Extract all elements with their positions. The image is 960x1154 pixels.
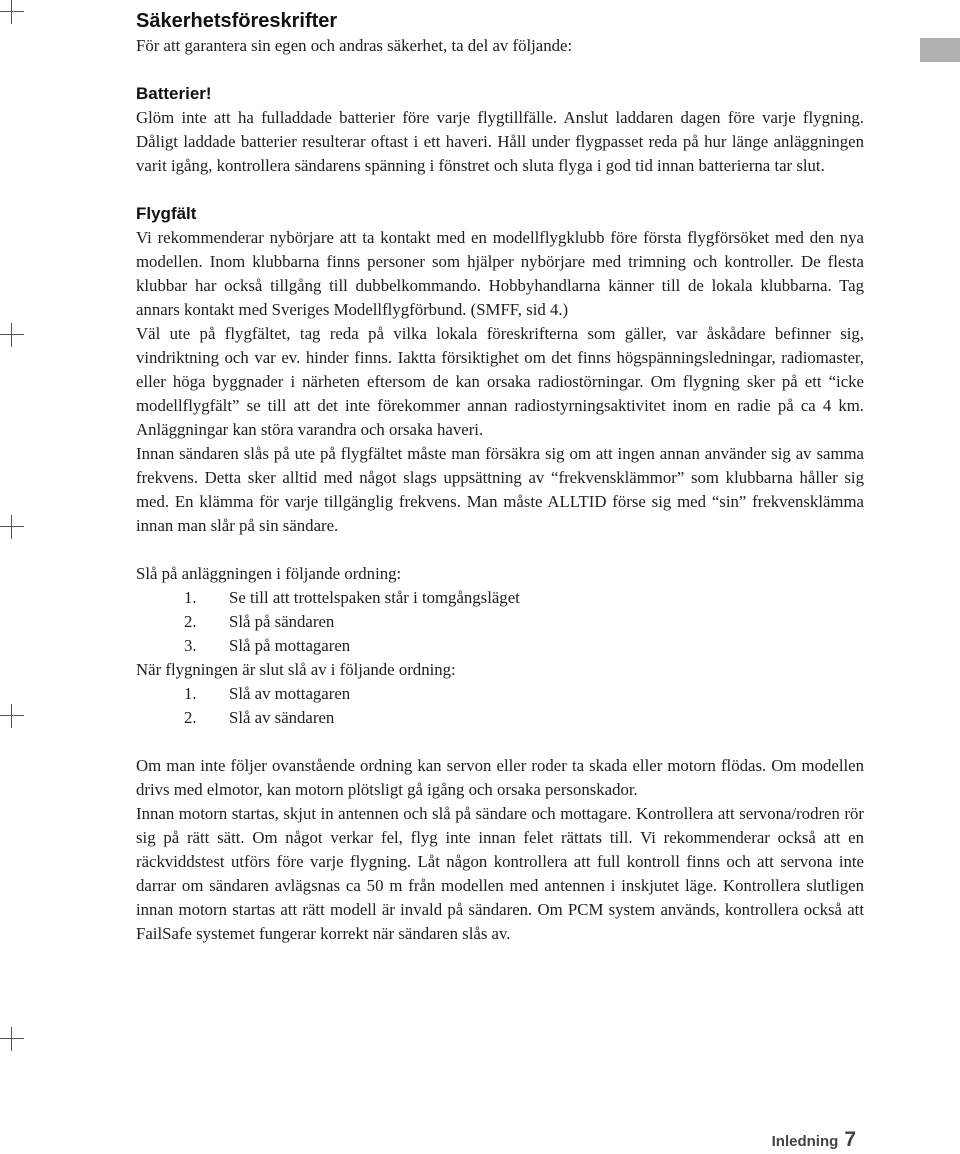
page-number: 7 <box>844 1128 856 1151</box>
list-item: 2. Slå på sändaren <box>184 612 335 631</box>
crop-mark <box>0 704 24 728</box>
closing-paragraph-2: Innan motorn startas, skjut in antennen och slå på sändare och mottagare. Kontrollera att servona/rodren rör sig på rätt sätt. Om något verkar fel, flyg inte innan felet rättats till. Vi rekommenderar också att en räckviddstest utförs före varje flygning. Låt någon kontrollera att full kontroll finns och att servona inte darrar om sändaren avlägsnas ca 50 m från modellen med antennen i inskjutet läge. Kontrollera slutligen innan motorn startas att rätt modell är invald på sändaren. Om PCM system används, kontrollera också att FailSafe systemet fungerar korrekt när sändaren slås av. <box>136 804 864 943</box>
list-item: 1. Se till att trottelspaken står i tomgångsläget <box>184 588 520 607</box>
closing-section <box>136 754 864 946</box>
startup-list <box>136 586 864 658</box>
field-paragraph-1: Vi rekommenderar nybörjare att ta kontakt med en modellflygklubb före första flygförsöket med den nya modellen. Inom klubbarna finns personer som hjälper nybörjare med trimning och kontroller. De flesta klubbar har också tillgång till dubbelkommando. Hobbyhandlarna känner till de lokala klubbarna. Tag annars kontakt med Sveriges Modellflygförbund. (SMFF, sid 4.) <box>136 228 864 319</box>
batteries-heading: Batterier! <box>136 84 212 103</box>
startup-intro: Slå på anläggningen i följande ordning: <box>136 564 402 583</box>
batteries-text: Glöm inte att ha fulladdade batterier före varje flygtillfälle. Anslut laddaren dagen före varje flygning. Dåligt laddade batterier resulterar oftast i ett haveri. Håll under flygpasset reda på hur länge anläggningen varit igång, kontrollera sändarens spänning i fönstret och sluta flyga i god tid innan batterierna tar slut. <box>136 108 864 175</box>
page-content <box>136 8 864 946</box>
crop-mark <box>0 1027 24 1051</box>
closing-paragraph-1: Om man inte följer ovanstående ordning kan servon eller roder ta skada eller motorn flödas. Om modellen drivs med elmotor, kan motorn plötsligt gå igång och orsaka personskador. <box>136 756 864 799</box>
crop-mark <box>0 323 24 347</box>
page-footer <box>772 1128 856 1152</box>
list-item: 1. Slå av mottagaren <box>184 684 351 703</box>
list-item: 3. Slå på mottagaren <box>184 636 351 655</box>
page-title: Säkerhetsföreskrifter <box>136 10 338 32</box>
shutdown-intro: När flygningen är slut slå av i följande ordning: <box>136 660 456 679</box>
startup-section <box>136 562 864 730</box>
shutdown-list <box>136 682 864 730</box>
crop-mark <box>0 0 24 24</box>
field-section <box>136 202 864 538</box>
list-item: 2. Slå av sändaren <box>184 708 335 727</box>
footer-section-label: Inledning <box>771 1133 839 1150</box>
field-paragraph-3: Innan sändaren slås på ute på flygfältet måste man försäkra sig om att ingen annan använder sig av samma frekvens. Detta sker alltid med något slags uppsättning av “frekvensklämmor” som klubbarna håller sig med. En klämma för varje tillgänglig frekvens. Man måste ALLTID förse sig med “sin” frekvensklämma innan man slår på sin sändare. <box>136 444 864 535</box>
crop-mark <box>0 515 24 539</box>
section-tab-marker <box>920 38 960 62</box>
field-paragraph-2: Väl ute på flygfältet, tag reda på vilka lokala föreskrifterna som gäller, var åskådare befinner sig, vindriktning och var ev. hinder finns. Iaktta försiktighet om det finns högspänningsledningar, radiomaster, eller höga byggnader i närheten eftersom de kan orsaka radiostörningar. Om flygning sker på ett “icke modellflygfält” se till att det inte förekommer annan radiostyrningsaktivitet inom en radie på ca 4 km. Anläggningar kan störa varandra och orsaka haveri. <box>136 324 864 439</box>
field-heading: Flygfält <box>136 204 197 223</box>
batteries-section <box>136 82 864 178</box>
intro-text: För att garantera sin egen och andras säkerhet, ta del av följande: <box>136 36 573 55</box>
